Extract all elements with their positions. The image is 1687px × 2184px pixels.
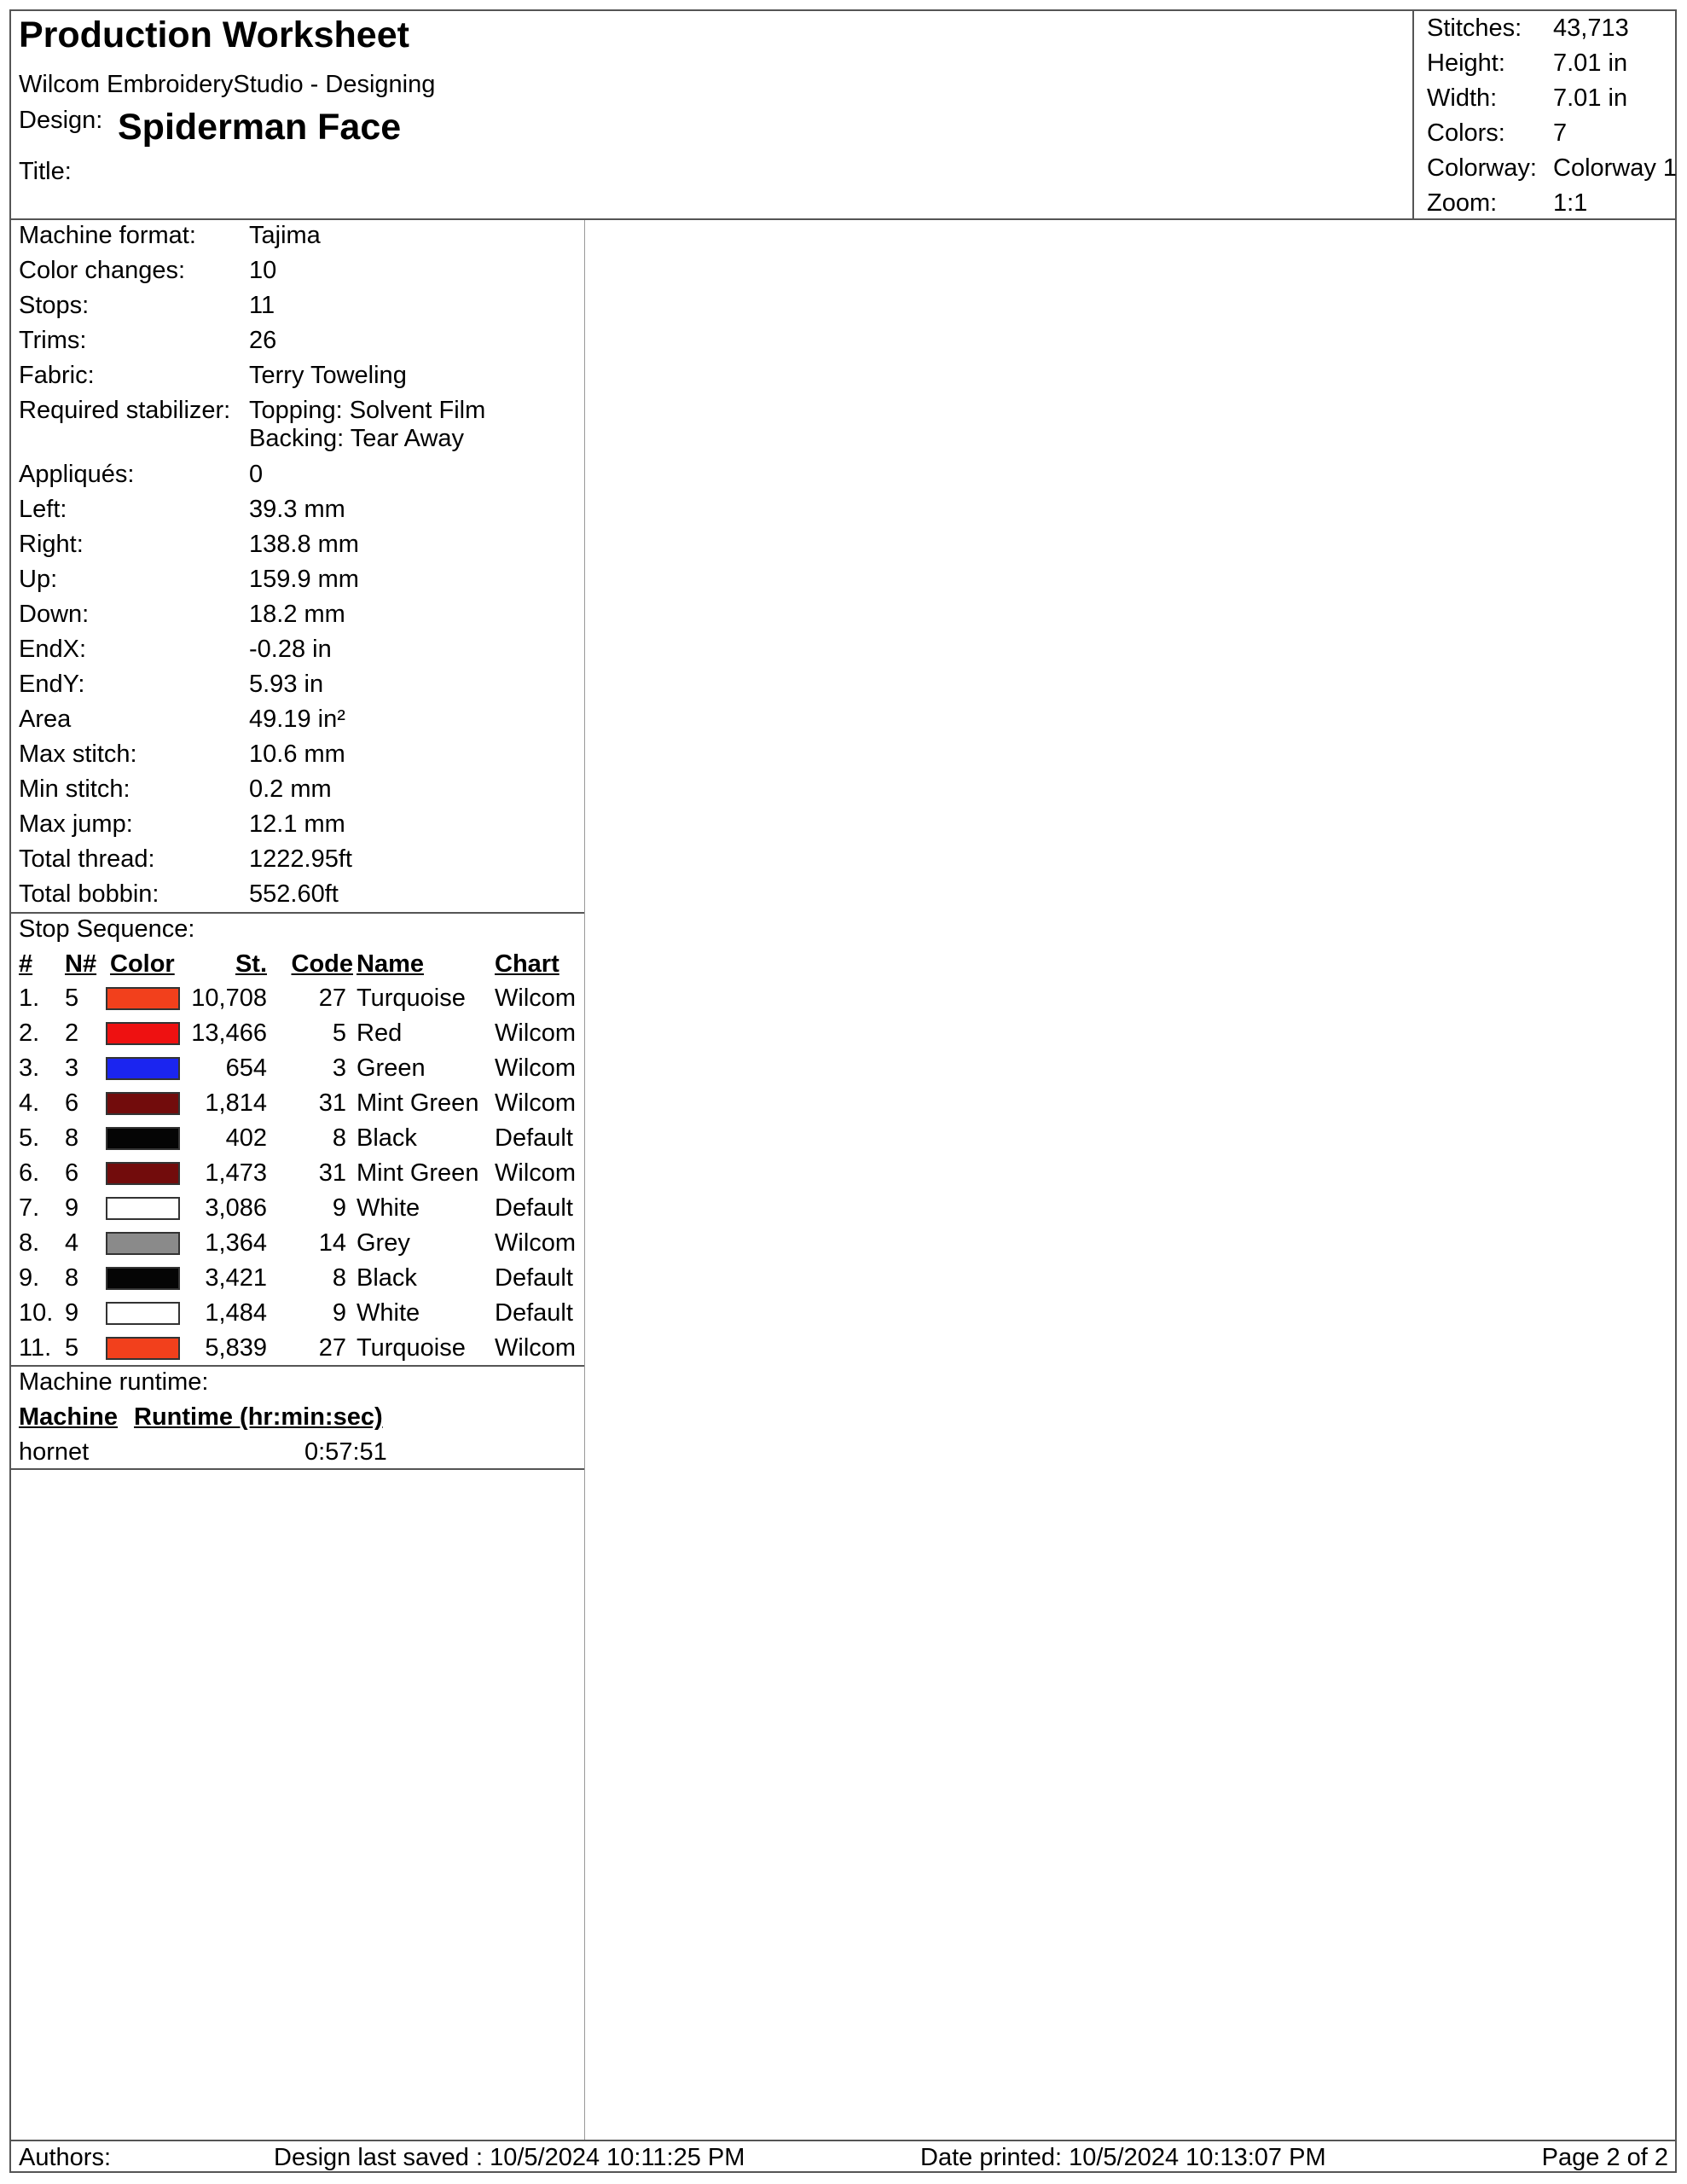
color-swatch <box>106 987 180 1010</box>
stop-sequence-label: Stop Sequence: <box>19 915 195 943</box>
runtime-divider <box>11 1468 584 1470</box>
footer-divider <box>11 2140 1675 2141</box>
color-swatch <box>106 1302 180 1325</box>
color-swatch <box>106 1127 180 1150</box>
color-swatch <box>106 1057 180 1080</box>
color-swatch <box>106 1197 180 1220</box>
color-swatch <box>106 1162 180 1185</box>
footer-authors: Authors: <box>19 2144 111 2171</box>
color-swatch <box>106 1022 180 1045</box>
design-label: Design: <box>19 107 103 134</box>
runtime-label: Machine runtime: <box>19 1368 209 1396</box>
column-divider <box>584 220 585 2140</box>
color-swatch <box>106 1337 180 1360</box>
app-name: Wilcom EmbroideryStudio - Designing <box>19 71 436 98</box>
page-title: Production Worksheet <box>19 15 409 55</box>
worksheet-frame: Production Worksheet Wilcom EmbroideryStudio - Designing Design: Spiderman Face Title: Stitches: 43,713 Height: 7.01 in Width: 7.01 in Colors: 7 Colorway: Colorway 1 Zoom: 1:1 Machine format: Tajima Color changes: 10 Stops: 11 Trims: 26 Fabric: Terry Toweling Required stabilizer: Topping: Solvent Film Backing: Tear Away Appliqués: 0 Left: 39.3 mm Right: 138.8 mm Up: 159.9 mm Down: 18.2 mm EndX: -0.28 in EndY: 5.93 in Area 49.19 in² Max stitch: 10.6 mm Min stitch: 0.2 mm Max jump: 12.1 mm Total thread: 1222.95ft Total bobbin: 552.60ft Stop Sequence: # N# Color St. Code Name Chart 1. 5 10,708 27 Turquoise Wilcom 2. 2 13,466 5 Red Wilcom 3. 3 654 3 Green Wilcom 4. 6 1,814 31 Mint Green Wilcom 5. 8 402 8 Black Default 6. 6 1,473 31 Mint Green Wilcom 7. 9 3,086 9 White Default 8. 4 1,364 14 Grey Wilcom 9. 8 3,421 8 Black Default 10. 9 1,484 9 White Default 11. 5 5,839 27 Turquoise Wilcom Machine runtime: Machine Runtime (hr:min:sec) hornet 0:57:51 Authors: Design last saved : 10/5/2024 10:11:25 PM Date printed: 10/5/2024 10:13:07 PM Page 2 of 2 <box>9 9 1677 2173</box>
runtime-value: 0:57:51 <box>304 1438 387 1466</box>
runtime-machine-name: hornet <box>19 1438 90 1466</box>
info-divider <box>11 912 584 914</box>
design-name: Spiderman Face <box>118 107 402 148</box>
color-swatch <box>106 1267 180 1290</box>
footer-page-number: Page 2 of 2 <box>1541 2144 1668 2171</box>
runtime-header-runtime: Runtime (hr:min:sec) <box>134 1403 383 1431</box>
footer-date-printed: Date printed: 10/5/2024 10:13:07 PM <box>920 2144 1326 2171</box>
color-swatch <box>106 1232 180 1255</box>
header-divider <box>11 218 1675 220</box>
color-swatch <box>106 1092 180 1115</box>
runtime-header-machine: Machine <box>19 1403 119 1431</box>
sequence-divider <box>11 1365 584 1367</box>
footer-last-saved: Design last saved : 10/5/2024 10:11:25 PM <box>274 2144 745 2171</box>
stats-divider <box>1412 11 1414 218</box>
title-label: Title: <box>19 158 72 185</box>
